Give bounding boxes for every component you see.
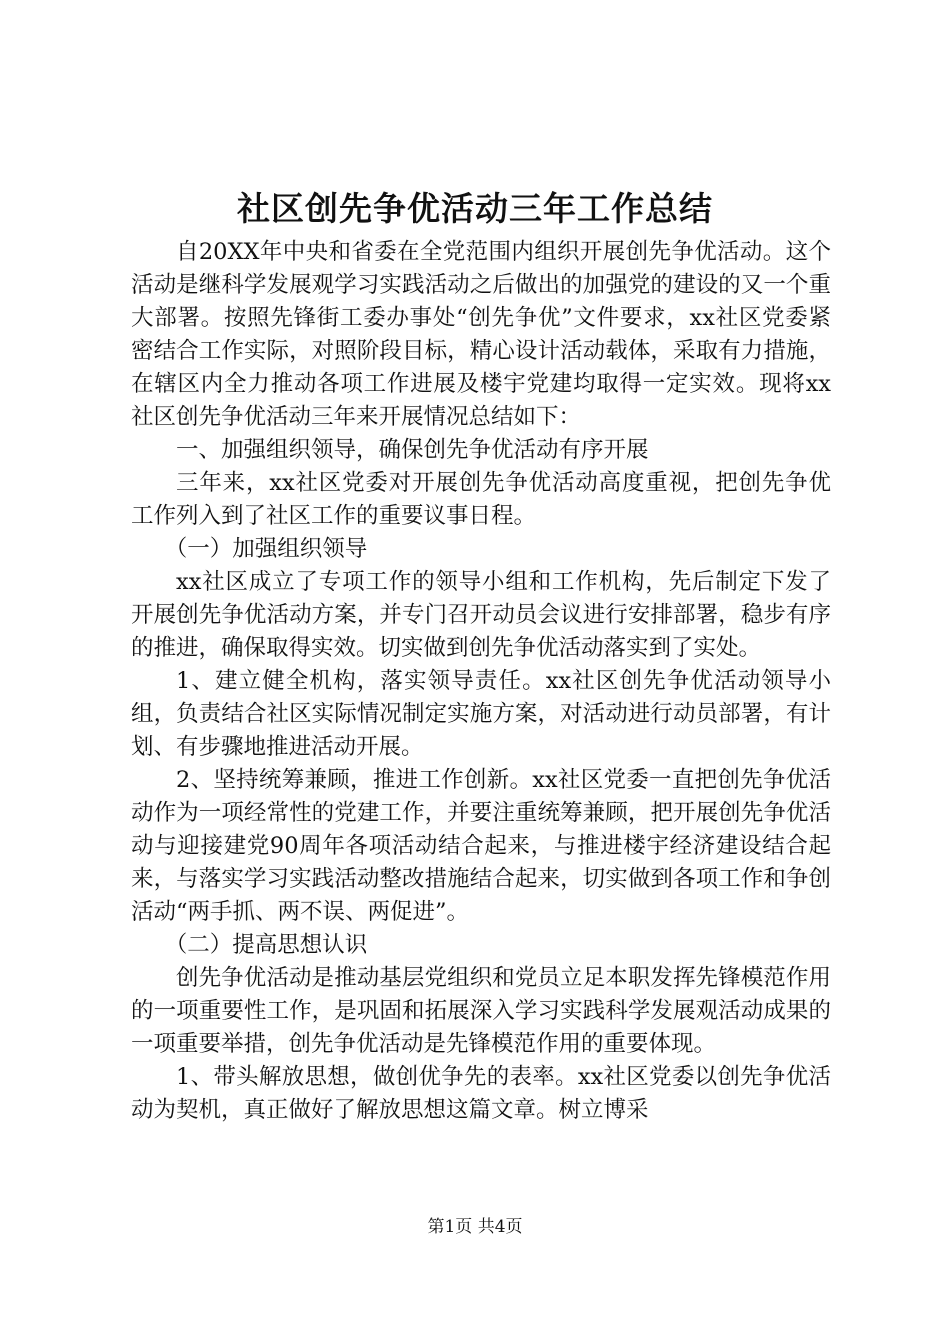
- paragraph-intro: 自20XX年中央和省委在全党范围内组织开展创先争优活动。这个活动是继科学发展观学习实践活动之后做出的加强党的建设的又一个重大部署。按照先锋街工委办事处“创先争优”文件要求，xx社区党委紧密结合工作实际，对照阶段目标，精心设计活动载体，采取有力措施，在辖区内全力推动各项工作进展及楼宇党建均取得一定实效。现将xx社区创先争优活动三年来开展情况总结如下：: [131, 239, 831, 430]
- paragraph: 创先争优活动是推动基层党组织和党员立足本职发挥先锋模范作用的一项重要性工作，是巩固和拓展深入学习实践科学发展观活动成果的一项重要举措，创先争优活动是先锋模范作用的重要体现。: [131, 965, 831, 1057]
- section-heading-1: 一、加强组织领导，确保创先争优活动有序开展: [176, 437, 649, 463]
- paragraph: xx社区成立了专项工作的领导小组和工作机构，先后制定下发了开展创先争优活动方案，并专门召开动员会议进行安排部署，稳步有序的推进，确保取得实效。切实做到创先争优活动落实到了实处。: [131, 569, 831, 661]
- document-title: 社区创先争优活动三年工作总结: [237, 189, 713, 228]
- subsection-heading-1: （一）加强组织领导: [164, 536, 368, 562]
- subsection-heading-2: （二）提高思想认识: [164, 932, 368, 958]
- document-body: [131, 236, 831, 1127]
- paragraph: 1、带头解放思想，做创优争先的表率。xx社区党委以创先争优活动为契机，真正做好了解放思想这篇文章。树立博采: [131, 1064, 831, 1123]
- page-number: 第1页 共4页: [427, 1217, 523, 1237]
- paragraph: 1、建立健全机构，落实领导责任。xx社区创先争优活动领导小组，负责结合社区实际情况制定实施方案，对活动进行动员部署，有计划、有步骤地推进活动开展。: [131, 668, 831, 760]
- paragraph: 三年来，xx社区党委对开展创先争优活动高度重视，把创先争优工作列入到了社区工作的重要议事日程。: [131, 470, 831, 529]
- paragraph: 2、坚持统筹兼顾，推进工作创新。xx社区党委一直把创先争优活动作为一项经常性的党建工作，并要注重统筹兼顾，把开展创先争优活动与迎接建党90周年各项活动结合起来，与推进楼宇经济建设结合起来，与落实学习实践活动整改措施结合起来，切实做到各项工作和争创活动“两手抓、两不误、两促进”。: [131, 767, 831, 925]
